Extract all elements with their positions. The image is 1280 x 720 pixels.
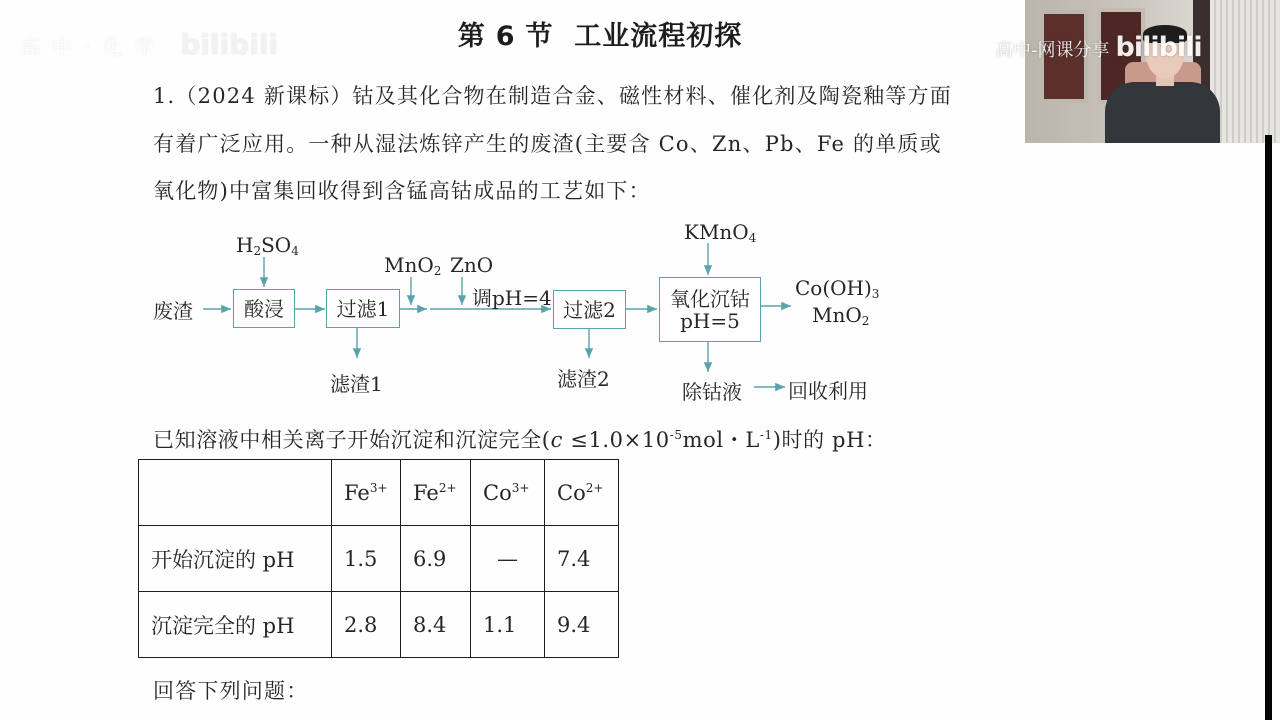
table-cell: 9.4 xyxy=(545,592,619,658)
section-number: 6 xyxy=(495,21,516,52)
webcam-background-blind xyxy=(1210,0,1280,143)
section-suffix: 节 xyxy=(525,21,554,52)
table-cell: — xyxy=(471,526,545,592)
question-line-2: 有着广泛应用。一种从湿法炼锌产生的废渣(主要含 Co、Zn、Pb、Fe 的单质或 xyxy=(153,132,942,156)
flow-recycle: 回收利用 xyxy=(788,379,868,403)
bilibili-logo-icon: bilibili xyxy=(1115,32,1202,63)
table-header-fe3: $Fe^{3+}$ xyxy=(332,460,401,526)
section-prefix: 第 xyxy=(457,21,486,52)
flow-input-waste-residue: 废渣 xyxy=(153,299,193,323)
table-cell: 2.8 xyxy=(332,592,401,658)
flow-reagent-h2so4: $H_2SO_4$ xyxy=(236,233,299,258)
table-cell: 1.1 xyxy=(471,592,545,658)
table-cell: 8.4 xyxy=(401,592,471,658)
table-header-co2: $Co^{2+}$ xyxy=(545,460,619,526)
flow-step-filter-1: 过滤1 xyxy=(326,289,400,328)
table-cell: 6.9 xyxy=(401,526,471,592)
webcam-overlay xyxy=(1025,0,1280,143)
watermark-left-text: 高中·化学 xyxy=(20,35,167,59)
webcam-presenter-body xyxy=(1105,82,1220,143)
flow-residue-1: 滤渣1 xyxy=(330,372,383,396)
flow-step-acid-leach: 酸浸 xyxy=(233,289,295,328)
table-header-row xyxy=(139,460,619,526)
answer-prompt: 回答下列问题： xyxy=(153,679,309,703)
right-edge-bar xyxy=(1265,135,1272,720)
bilibili-logo-icon: bilibili xyxy=(180,28,279,61)
table-header-co3: $Co^{3+}$ xyxy=(471,460,545,526)
flow-product-cooh3: $Co(OH)_3$ xyxy=(795,276,880,301)
table-row-label: 开始沉淀的 pH xyxy=(139,526,332,592)
known-condition-text: 已知溶液中相关离子开始沉淀和沉淀完全($c \le 1.0\times 10^{-5}mol$・$L^{-1}$)时的 pH： xyxy=(153,428,887,452)
flow-reagent-kmno4: KMnO$_4$ xyxy=(684,220,757,245)
table-row xyxy=(139,592,619,658)
table-cell: 1.5 xyxy=(332,526,401,592)
flow-product-mno2: MnO$_2$ xyxy=(812,303,870,328)
flow-reagent-mno2: MnO$_2$ xyxy=(384,253,442,278)
watermark-right xyxy=(995,32,1202,63)
question-line-3: 氧化物)中富集回收得到含锰高钴成品的工艺如下： xyxy=(153,179,651,203)
table-row-label: 沉淀完全的 pH xyxy=(139,592,332,658)
ph-table xyxy=(138,459,619,658)
section-title: 工业流程初探 xyxy=(574,21,743,52)
flow-step-filter-2: 过滤2 xyxy=(553,290,626,329)
flow-reagent-zno: ZnO xyxy=(450,253,494,277)
flow-residue-2: 滤渣2 xyxy=(557,367,610,391)
table-row xyxy=(139,526,619,592)
table-header-empty xyxy=(139,460,332,526)
flow-step-oxidize-precipitate-cobalt: 氧化沉钴 pH=5 xyxy=(659,277,761,342)
watermark-right-text: 高中-网课分享 xyxy=(995,40,1110,61)
table-cell: 7.4 xyxy=(545,526,619,592)
flow-filtrate-cobalt-removed: 除钴液 xyxy=(682,380,742,404)
question-line-1: 1.（2024 新课标）钴及其化合物在制造合金、磁性材料、催化剂及陶瓷釉等方面 xyxy=(153,84,952,108)
flow-adjust-ph-4: 调pH=4 xyxy=(472,286,552,310)
table-header-fe2: $Fe^{2+}$ xyxy=(401,460,471,526)
